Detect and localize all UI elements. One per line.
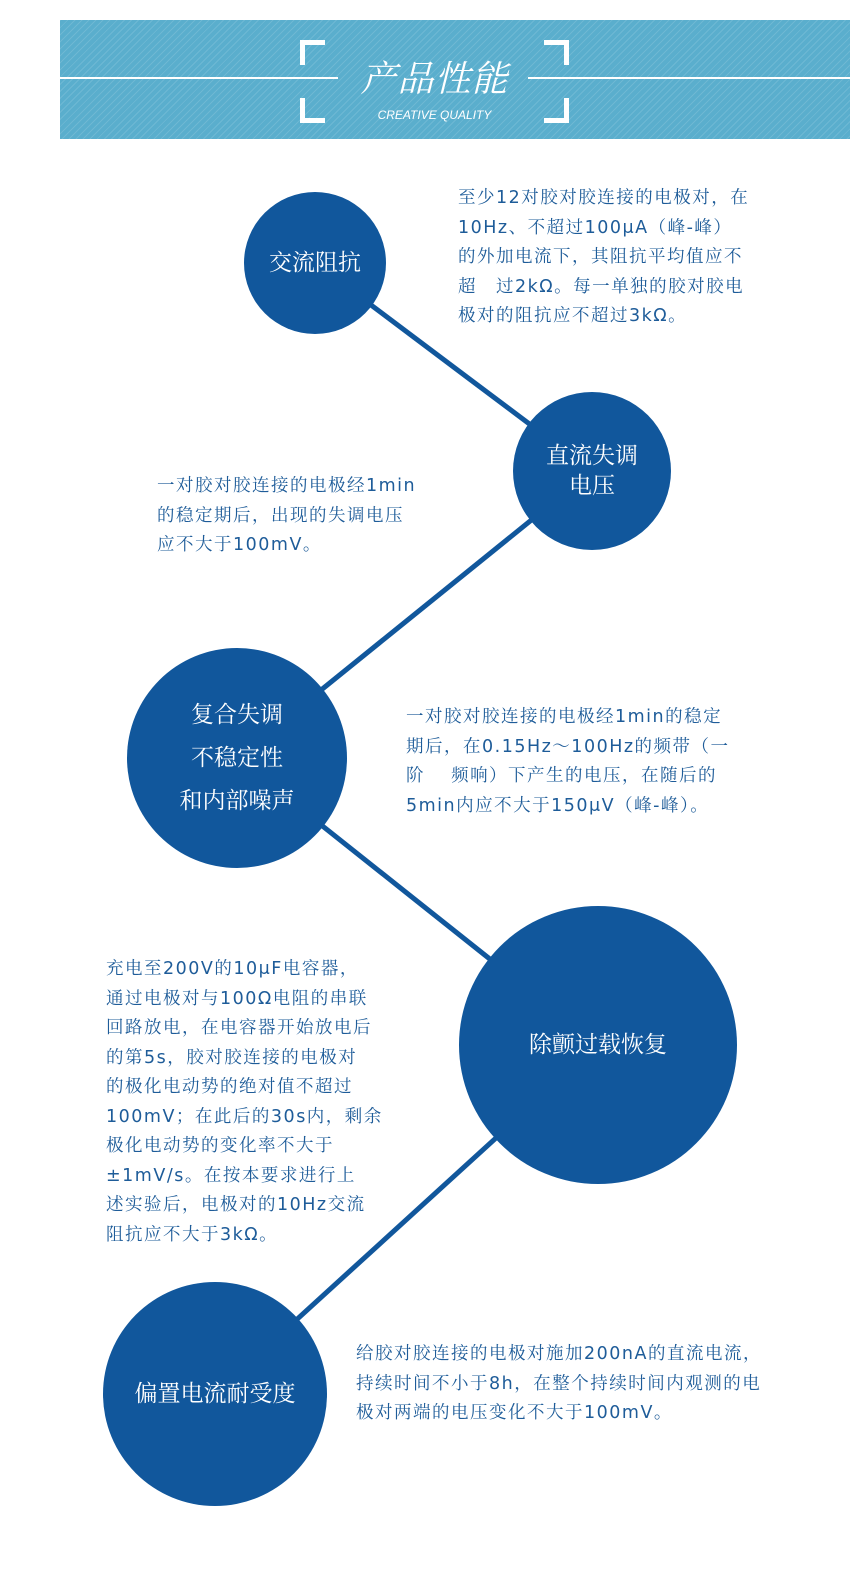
feature-label: 交流阻抗 [269, 250, 361, 276]
feature-circle-bias-current-tolerance [103, 1282, 327, 1506]
feature-circle-dc-offset-voltage [513, 392, 671, 550]
feature-label: 复合失调 不稳定性 和内部噪声 [179, 701, 295, 814]
section-title: 产品性能 [360, 59, 509, 100]
feature-circle-defibrillation-recovery [459, 906, 737, 1184]
feature-description-bias-current-tolerance: 给胶对胶连接的电极对施加200nA的直流电流， 持续时间不小于8h，在整个持续时间内观测的电 极对两端的电压变化不大于100mV。 [356, 1344, 762, 1423]
feature-circle-offset-instability-noise [127, 648, 347, 868]
feature-description-ac-impedance: 至少12对胶对胶连接的电极对，在 10Hz、不超过100μA（峰-峰） 的外加电流下，其阻抗平均值应不 超 过2kΩ。每一单独的胶对胶电 极对的阻抗应不超过3kΩ。 [458, 188, 750, 326]
section-subtitle: CREATIVE QUALITY [377, 108, 492, 122]
feature-description-dc-offset-voltage: 一对胶对胶连接的电极经1min 的稳定期后，出现的失调电压 应不大于100mV。 [157, 476, 417, 555]
feature-label: 偏置电流耐受度 [134, 1381, 296, 1407]
feature-description-defibrillation-recovery: 充电至200V的10μF电容器， 通过电极对与100Ω电阻的串联 回路放电，在电容器开始放电后 的第5s，胶对胶连接的电极对 的极化电动势的绝对值不超过 100mV；在此后的30s内，剩余 极化电动势的变化率不大于 ±1mV/s。在按本要求进行上 述实验后，电极对的10Hz交流 阻抗应不大于3kΩ。 [106, 959, 383, 1245]
feature-circle-ac-impedance [244, 192, 386, 334]
feature-description-offset-instability-noise: 一对胶对胶连接的电极经1min的稳定 期后，在0.15Hz～100Hz的频带（一 阶 频响）下产生的电压，在随后的 5min内应不大于150μV（峰-峰）。 [406, 707, 730, 816]
feature-label: 直流失调 电压 [546, 443, 638, 499]
feature-label: 除颤过载恢复 [529, 1032, 667, 1058]
